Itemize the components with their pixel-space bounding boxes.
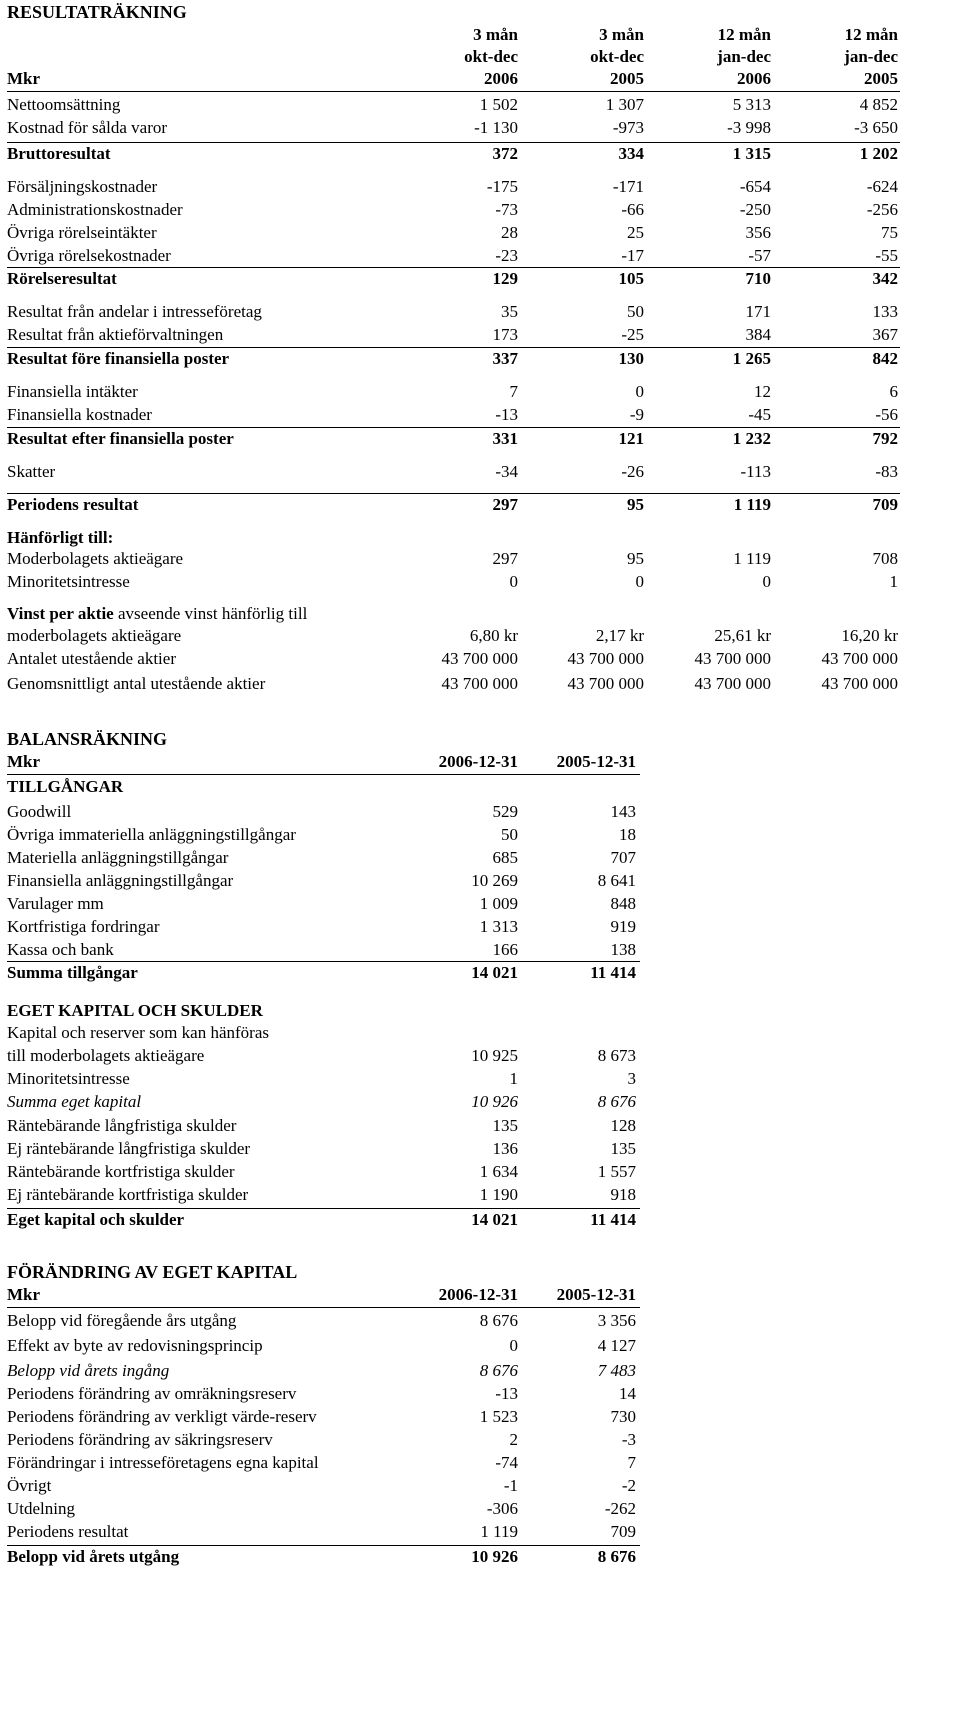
income-cell: 12 <box>754 382 771 401</box>
balance-cell: 128 <box>610 1116 636 1135</box>
income-row-label: Skatter <box>7 462 56 481</box>
income-cell: -624 <box>866 177 898 196</box>
income-cell: 0 <box>635 572 644 591</box>
income-cell: 1 119 <box>733 549 771 568</box>
balance-header-rule <box>7 774 640 775</box>
balance-cell: 18 <box>619 825 636 844</box>
balance-row-label: Varulager mm <box>7 894 104 913</box>
balance-cell: 919 <box>610 917 636 936</box>
balance-cell: 50 <box>501 825 518 844</box>
income-cell: 297 <box>492 495 518 514</box>
income-cell: -9 <box>629 405 644 424</box>
income-row-label: Minoritetsintresse <box>7 572 130 591</box>
balance-cell: 8 641 <box>597 871 636 890</box>
income-cell: -83 <box>875 462 898 481</box>
income-cell: -45 <box>748 405 771 424</box>
equity-row-label: Periodens förändring av verkligt värde-reserv <box>7 1407 317 1426</box>
equity-cell: 14 <box>619 1384 636 1403</box>
balance-row-label: Ej räntebärande kortfristiga skulder <box>7 1185 249 1204</box>
balance-row-label: TILLGÅNGAR <box>7 777 124 796</box>
income-cell: 1 <box>889 572 898 591</box>
equity-col-header: 2006-12-31 <box>438 1285 518 1304</box>
income-row-label: Periodens resultat <box>7 495 139 514</box>
income-cell: 130 <box>618 349 644 368</box>
income-cell: 43 700 000 <box>821 674 898 693</box>
equity-cell: 10 926 <box>471 1547 518 1566</box>
equity-cell: 3 356 <box>597 1311 636 1330</box>
balance-row-label: Räntebärande långfristiga skulder <box>7 1116 237 1135</box>
balance-cell: 685 <box>492 848 518 867</box>
balance-row-label: Övriga immateriella anläggningstillgångar <box>7 825 296 844</box>
balance-row-label: Summa eget kapital <box>7 1092 142 1111</box>
income-cell: 43 700 000 <box>441 649 518 668</box>
income-row-label: Antalet utestående aktier <box>7 649 176 668</box>
income-cell: -13 <box>495 405 518 424</box>
balance-cell: 1 313 <box>479 917 518 936</box>
income-row-label: Kostnad för sålda varor <box>7 118 168 137</box>
balance-row-label: Kassa och bank <box>7 940 114 959</box>
equity-cell: 0 <box>509 1336 518 1355</box>
income-cell: 0 <box>509 572 518 591</box>
balance-row-label: till moderbolagets aktieägare <box>7 1046 205 1065</box>
equity-cell: 8 676 <box>597 1547 636 1566</box>
income-cell: -250 <box>739 200 771 219</box>
equity-header-rule <box>7 1307 640 1308</box>
income-cell: 95 <box>627 495 644 514</box>
income-cell: 25 <box>627 223 644 242</box>
income-cell: 6,80 kr <box>469 626 518 645</box>
income-cell: 75 <box>881 223 898 242</box>
equity-cell: 8 676 <box>479 1311 518 1330</box>
income-cell: 43 700 000 <box>694 649 771 668</box>
income-row-label <box>7 603 307 625</box>
balance-cell: 10 925 <box>471 1046 518 1065</box>
equity-cell: 709 <box>610 1522 636 1541</box>
balance-col-header: 2005-12-31 <box>556 752 636 771</box>
balance-cell: 138 <box>610 940 636 959</box>
income-cell: 28 <box>501 223 518 242</box>
equity-cell: -306 <box>486 1499 518 1518</box>
income-cell: 792 <box>872 429 898 448</box>
income-col-year: 2006 <box>484 69 518 88</box>
equity-row-label: Belopp vid årets utgång <box>7 1547 180 1566</box>
income-cell: 43 700 000 <box>567 649 644 668</box>
income-cell: 372 <box>492 144 518 163</box>
income-cell: 708 <box>872 549 898 568</box>
income-col-period: okt-dec <box>464 47 518 66</box>
equity-row-label: Effekt av byte av redovisningsprincip <box>7 1336 263 1355</box>
equity-row-label: Utdelning <box>7 1499 75 1518</box>
equity-row-label: Periodens förändring av säkringsreserv <box>7 1430 273 1449</box>
income-row-label: Resultat efter finansiella poster <box>7 429 234 448</box>
equity-cell: -1 <box>503 1476 518 1495</box>
equity-col-header: 2005-12-31 <box>556 1285 636 1304</box>
income-row-label: Genomsnittligt antal utestående aktier <box>7 674 266 693</box>
income-cell: 842 <box>872 349 898 368</box>
income-cell: 337 <box>492 349 518 368</box>
income-row-label: moderbolagets aktieägare <box>7 626 182 645</box>
balance-row-label: Räntebärande kortfristiga skulder <box>7 1162 235 1181</box>
equity-title: FÖRÄNDRING AV EGET KAPITAL <box>7 1262 298 1282</box>
income-col-label: 3 mån <box>473 25 518 44</box>
income-cell: 331 <box>492 429 518 448</box>
income-cell: 43 700 000 <box>441 674 518 693</box>
balance-cell: 1 <box>509 1069 518 1088</box>
balance-cell: 14 021 <box>471 1210 518 1229</box>
balance-row-label: Materiella anläggningstillgångar <box>7 848 229 867</box>
equity-cell: -74 <box>495 1453 518 1472</box>
income-cell: -171 <box>612 177 644 196</box>
equity-cell: -13 <box>495 1384 518 1403</box>
equity-cell: -262 <box>604 1499 636 1518</box>
income-row-label: Resultat före finansiella poster <box>7 349 230 368</box>
balance-row-label: Kapital och reserver som kan hänföras <box>7 1023 269 1042</box>
balance-col-header: 2006-12-31 <box>438 752 518 771</box>
income-cell: -66 <box>621 200 644 219</box>
income-cell: 1 119 <box>733 495 771 514</box>
income-cell: 133 <box>872 302 898 321</box>
balance-row-label: Eget kapital och skulder <box>7 1210 185 1229</box>
equity-cell: 8 676 <box>479 1361 518 1380</box>
income-cell: -256 <box>866 200 898 219</box>
income-col-year: 2005 <box>610 69 644 88</box>
balance-title: BALANSRÄKNING <box>7 729 168 749</box>
income-cell: 1 232 <box>732 429 771 448</box>
income-cell: 25,61 kr <box>714 626 771 645</box>
balance-cell: 1 634 <box>479 1162 518 1181</box>
income-row-label: Administrationskostnader <box>7 200 183 219</box>
balance-cell: 1 190 <box>479 1185 518 1204</box>
equity-row-label: Förändringar i intresseföretagens egna kapital <box>7 1453 319 1472</box>
balance-row-label: Minoritetsintresse <box>7 1069 130 1088</box>
income-row-label: Nettoomsättning <box>7 95 121 114</box>
income-cell: -23 <box>495 246 518 265</box>
income-cell: 129 <box>492 269 518 288</box>
balance-row-label: Finansiella anläggningstillgångar <box>7 871 234 890</box>
income-row-label: Moderbolagets aktieägare <box>7 549 184 568</box>
income-row-label: Resultat från andelar i intresseföretag <box>7 302 262 321</box>
balance-cell: 143 <box>610 802 636 821</box>
income-col-year: 2006 <box>737 69 771 88</box>
income-col-label: 12 mån <box>717 25 771 44</box>
income-cell: 356 <box>745 223 771 242</box>
income-row-label: Finansiella kostnader <box>7 405 152 424</box>
income-header-rule <box>7 91 900 92</box>
equity-cell: 2 <box>509 1430 518 1449</box>
income-row-label: Övriga rörelseintäkter <box>7 223 157 242</box>
balance-cell: 14 021 <box>471 963 518 982</box>
income-cell: 1 502 <box>479 95 518 114</box>
income-cell: -973 <box>612 118 644 137</box>
equity-cell: -3 <box>621 1430 636 1449</box>
balance-cell: 136 <box>492 1139 518 1158</box>
income-cell: -26 <box>621 462 644 481</box>
balance-cell: 11 414 <box>590 963 636 982</box>
balance-cell: 135 <box>492 1116 518 1135</box>
equity-row-label: Periodens förändring av omräkningsreserv <box>7 1384 297 1403</box>
balance-row-label: Summa tillgångar <box>7 963 138 982</box>
income-cell: 4 852 <box>859 95 898 114</box>
balance-row-label: EGET KAPITAL OCH SKULDER <box>7 1001 263 1020</box>
balance-cell: 11 414 <box>590 1210 636 1229</box>
equity-cell: -2 <box>621 1476 636 1495</box>
income-cell: -3 998 <box>727 118 771 137</box>
income-cell: 173 <box>492 325 518 344</box>
equity-unit-label: Mkr <box>7 1285 41 1304</box>
income-cell: 710 <box>745 269 771 288</box>
income-cell: 95 <box>627 549 644 568</box>
income-cell: 16,20 kr <box>841 626 898 645</box>
income-cell: 1 307 <box>605 95 644 114</box>
balance-cell: 3 <box>627 1069 636 1088</box>
income-cell: 35 <box>501 302 518 321</box>
income-cell: -25 <box>621 325 644 344</box>
income-cell: 7 <box>509 382 518 401</box>
balance-cell: 707 <box>610 848 636 867</box>
balance-cell: 529 <box>492 802 518 821</box>
equity-row-label: Belopp vid föregående års utgång <box>7 1311 237 1330</box>
income-cell: 6 <box>889 382 898 401</box>
balance-cell: 8 676 <box>597 1092 636 1111</box>
balance-cell: 166 <box>492 940 518 959</box>
income-cell: 334 <box>618 144 644 163</box>
income-cell: 2,17 kr <box>595 626 644 645</box>
income-col-period: okt-dec <box>590 47 644 66</box>
equity-cell: 730 <box>610 1407 636 1426</box>
income-cell: -113 <box>740 462 771 481</box>
income-cell: 342 <box>872 269 898 288</box>
equity-cell: 7 <box>627 1453 636 1472</box>
income-cell: -3 650 <box>854 118 898 137</box>
balance-unit-label: Mkr <box>7 752 41 771</box>
income-cell: 171 <box>745 302 771 321</box>
income-unit-label: Mkr <box>7 69 41 88</box>
equity-cell: 1 119 <box>480 1522 518 1541</box>
income-row-label: Bruttoresultat <box>7 144 111 163</box>
income-cell: 1 315 <box>732 144 771 163</box>
income-cell: 121 <box>618 429 644 448</box>
balance-cell: 1 557 <box>597 1162 636 1181</box>
income-cell: 105 <box>618 269 644 288</box>
balance-cell: 10 926 <box>471 1092 518 1111</box>
income-cell: -73 <box>495 200 518 219</box>
balance-row-label: Ej räntebärande långfristiga skulder <box>7 1139 251 1158</box>
income-cell: 43 700 000 <box>694 674 771 693</box>
income-cell: 0 <box>635 382 644 401</box>
balance-cell: 135 <box>610 1139 636 1158</box>
income-statement-title: RESULTATRÄKNING <box>7 2 187 22</box>
income-cell: 43 700 000 <box>567 674 644 693</box>
income-col-period: jan-dec <box>844 47 898 66</box>
income-cell: 50 <box>627 302 644 321</box>
balance-cell: 918 <box>610 1185 636 1204</box>
income-cell: -55 <box>875 246 898 265</box>
income-cell: -654 <box>739 177 771 196</box>
income-cell: -34 <box>495 462 518 481</box>
equity-row-label: Övrigt <box>7 1476 52 1495</box>
income-cell: 0 <box>762 572 771 591</box>
income-col-label: 3 mån <box>599 25 644 44</box>
income-row-label: Övriga rörelsekostnader <box>7 246 171 265</box>
income-cell: 367 <box>872 325 898 344</box>
income-cell: 43 700 000 <box>821 649 898 668</box>
balance-row-label: Goodwill <box>7 802 72 821</box>
equity-cell: 1 523 <box>479 1407 518 1426</box>
balance-cell: 10 269 <box>471 871 518 890</box>
income-cell: -175 <box>486 177 518 196</box>
income-row-label-rest: avseende vinst hänförlig till <box>113 604 308 623</box>
income-cell: 384 <box>745 325 771 344</box>
balance-cell: 8 673 <box>597 1046 636 1065</box>
income-cell: 297 <box>492 549 518 568</box>
balance-row-label: Kortfristiga fordringar <box>7 917 160 936</box>
income-row-label: Resultat från aktieförvaltningen <box>7 325 224 344</box>
income-col-period: jan-dec <box>717 47 771 66</box>
income-cell: 1 202 <box>859 144 898 163</box>
income-cell: -1 130 <box>474 118 518 137</box>
equity-row-label: Belopp vid årets ingång <box>7 1361 170 1380</box>
income-cell: -56 <box>875 405 898 424</box>
income-cell: -57 <box>748 246 771 265</box>
income-row-label: Försäljningskostnader <box>7 177 158 196</box>
balance-cell: 848 <box>610 894 636 913</box>
equity-cell: 4 127 <box>597 1336 636 1355</box>
income-row-label: Rörelseresultat <box>7 269 117 288</box>
income-row-label: Hänförligt till: <box>7 528 114 547</box>
income-cell: 5 313 <box>732 95 771 114</box>
income-cell: 709 <box>872 495 898 514</box>
income-cell: 1 265 <box>732 349 771 368</box>
equity-cell: 7 483 <box>597 1361 636 1380</box>
income-col-label: 12 mån <box>844 25 898 44</box>
income-row-label: Finansiella intäkter <box>7 382 138 401</box>
equity-row-label: Periodens resultat <box>7 1522 129 1541</box>
income-row-label-bold: Vinst per aktie <box>7 604 114 623</box>
income-cell: -17 <box>621 246 644 265</box>
balance-cell: 1 009 <box>479 894 518 913</box>
income-col-year: 2005 <box>864 69 898 88</box>
